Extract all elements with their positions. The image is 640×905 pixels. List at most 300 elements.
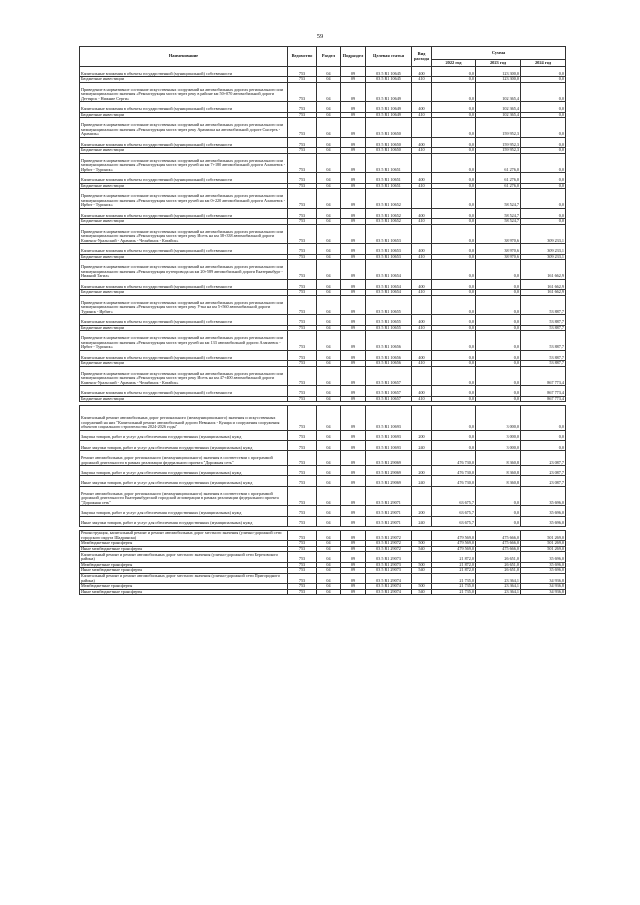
- cell-razdel: 04: [317, 183, 341, 189]
- cell-2022: 0,0: [432, 315, 476, 325]
- cell-2022: 0,0: [432, 244, 476, 254]
- cell-2024: 35 696,0: [521, 552, 566, 562]
- cell-2024: 34 936,8: [521, 573, 566, 583]
- cell-2023: 0,0: [476, 260, 521, 280]
- cell-razdel: 04: [317, 244, 341, 254]
- table-row: [80, 82, 566, 102]
- cell-csr: 03 5 R1 10649: [366, 82, 412, 102]
- cell-2023: 8 360,8: [476, 451, 521, 466]
- cell-name: Бюджетные инвестиции: [80, 183, 288, 189]
- cell-2023: 3 000,0: [476, 430, 521, 440]
- cell-csr: 03 5 R1 10653: [366, 244, 412, 254]
- cell-2023: 0,0: [476, 350, 521, 360]
- cell-name: Приведение в нормативное состояние искусственных сооружений на автомобильных дорогах регионального или межмуниципального значения «Реконструкция моста через реку Исеть на км 47+400 автомобильной дороги Каменск-Уральский - Арамиль - Челябинск - Катайск»: [80, 366, 288, 386]
- cell-2022: 21 735,0: [432, 584, 476, 590]
- cell-name: Капитальные вложения в объекты государственной (муниципальной) собственности: [80, 244, 288, 254]
- cell-csr: 03 5 R1 10655: [366, 325, 412, 331]
- cell-csr: 03 5 R1 10652: [366, 189, 412, 209]
- cell-2023: 0,0: [476, 386, 521, 396]
- cell-ved: 753: [288, 102, 317, 112]
- cell-name: Бюджетные инвестиции: [80, 219, 288, 225]
- cell-2024: 0,0: [521, 153, 566, 173]
- cell-2024: 23 087,7: [521, 476, 566, 486]
- cell-vr: [412, 118, 432, 138]
- cell-vr: 410: [412, 112, 432, 118]
- cell-csr: 03 5 R1 29069: [366, 451, 412, 466]
- cell-razdel: 04: [317, 148, 341, 154]
- cell-ved: 753: [288, 506, 317, 516]
- cell-2022: 0,0: [432, 386, 476, 396]
- cell-csr: 03 5 R1 10655: [366, 315, 412, 325]
- cell-2022: 0,0: [432, 118, 476, 138]
- cell-podrazdel: 09: [341, 562, 366, 568]
- cell-csr: 03 5 R1 29071: [366, 486, 412, 506]
- cell-2024: 53 887,7: [521, 361, 566, 367]
- cell-razdel: 04: [317, 350, 341, 360]
- table-row: [80, 486, 566, 506]
- cell-csr: 03 5 R1 29073: [366, 568, 412, 574]
- cell-vr: 400: [412, 67, 432, 77]
- cell-2022: 0,0: [432, 396, 476, 402]
- cell-2024: 0,0: [521, 183, 566, 189]
- cell-2023: 0,0: [476, 516, 521, 526]
- cell-razdel: 04: [317, 173, 341, 183]
- budget-table: [79, 46, 566, 595]
- cell-2024: 0,0: [521, 118, 566, 138]
- table-row: [80, 476, 566, 486]
- cell-2023: 0,0: [476, 325, 521, 331]
- cell-razdel: 04: [317, 315, 341, 325]
- cell-podrazdel: 09: [341, 366, 366, 386]
- cell-razdel: 04: [317, 506, 341, 516]
- table-row: [80, 137, 566, 147]
- cell-2023: 0,0: [476, 396, 521, 402]
- cell-2023: 38 970,6: [476, 224, 521, 244]
- cell-2022: 0,0: [432, 260, 476, 280]
- cell-podrazdel: 09: [341, 254, 366, 260]
- cell-vr: [412, 530, 432, 540]
- cell-name: Бюджетные инвестиции: [80, 325, 288, 331]
- cell-name: Капитальные вложения в объекты государственной (муниципальной) собственности: [80, 279, 288, 289]
- cell-razdel: 04: [317, 546, 341, 552]
- cell-2023: 8 360,8: [476, 466, 521, 476]
- cell-csr: 03 5 R1 10657: [366, 386, 412, 396]
- cell-podrazdel: 09: [341, 224, 366, 244]
- cell-podrazdel: 09: [341, 219, 366, 225]
- cell-2023: 0,0: [476, 315, 521, 325]
- cell-2022: 476 730,0: [432, 466, 476, 476]
- cell-vr: 400: [412, 102, 432, 112]
- cell-podrazdel: 09: [341, 573, 366, 583]
- cell-vr: [412, 189, 432, 209]
- cell-2023: 26 651,0: [476, 562, 521, 568]
- cell-name: Закупка товаров, работ и услуг для обеспечения государственных (муниципальных) нужд: [80, 466, 288, 476]
- cell-2024: 0,0: [521, 67, 566, 77]
- cell-2022: 0,0: [432, 224, 476, 244]
- cell-2022: 0,0: [432, 290, 476, 296]
- cell-vr: 410: [412, 219, 432, 225]
- cell-2024: 0,0: [521, 112, 566, 118]
- cell-2022: 0,0: [432, 153, 476, 173]
- cell-vr: [412, 552, 432, 562]
- table-row: [80, 67, 566, 77]
- cell-name: Капитальный ремонт и ремонт автомобильных дорог местного значения (улично-дорожной сети Березовского района): [80, 552, 288, 562]
- cell-2022: 0,0: [432, 295, 476, 315]
- cell-razdel: 04: [317, 430, 341, 440]
- table-row: [80, 350, 566, 360]
- table-row: [80, 366, 566, 386]
- cell-podrazdel: 09: [341, 516, 366, 526]
- cell-ved: 753: [288, 451, 317, 466]
- cell-csr: 03 5 R1 10645: [366, 77, 412, 83]
- cell-ved: 753: [288, 589, 317, 595]
- header-podrazdel: Подраздел: [341, 47, 366, 67]
- cell-2022: 0,0: [432, 279, 476, 289]
- cell-razdel: 04: [317, 67, 341, 77]
- cell-vr: 400: [412, 350, 432, 360]
- cell-podrazdel: 09: [341, 118, 366, 138]
- cell-vr: 400: [412, 208, 432, 218]
- cell-2023: 58 524,7: [476, 189, 521, 209]
- cell-2024: 0,0: [521, 77, 566, 83]
- cell-ved: 753: [288, 568, 317, 574]
- cell-csr: 03 5 R1 10653: [366, 224, 412, 244]
- cell-2023: 3 000,0: [476, 440, 521, 450]
- table-row: [80, 440, 566, 450]
- cell-vr: 540: [412, 589, 432, 595]
- cell-2024: 0,0: [521, 406, 566, 430]
- cell-2023: 61 276,0: [476, 173, 521, 183]
- cell-ved: 753: [288, 406, 317, 430]
- table-row: [80, 386, 566, 396]
- cell-2022: 0,0: [432, 112, 476, 118]
- cell-name: Межбюджетные трансферты: [80, 541, 288, 547]
- cell-ved: 753: [288, 67, 317, 77]
- cell-name: Бюджетные инвестиции: [80, 112, 288, 118]
- cell-2024: 35 696,0: [521, 486, 566, 506]
- cell-razdel: 04: [317, 295, 341, 315]
- cell-name: Приведение в нормативное состояние искусственных сооружений на автомобильных дорогах регионального или межмуниципального значения «Реконструкция моста через ручей на км 7+180 автомобильной дороги Алапаевск - Ирбит - Туринск»: [80, 153, 288, 173]
- cell-csr: 03 5 R1 10693: [366, 430, 412, 440]
- cell-2024: 35 696,0: [521, 568, 566, 574]
- cell-2023: 159 952,3: [476, 148, 521, 154]
- cell-2023: 23 364,1: [476, 589, 521, 595]
- cell-vr: 240: [412, 476, 432, 486]
- table-row: [80, 279, 566, 289]
- cell-2022: 0,0: [432, 430, 476, 440]
- cell-podrazdel: 09: [341, 260, 366, 280]
- cell-2022: 21 872,0: [432, 552, 476, 562]
- cell-name: Закупка товаров, работ и услуг для обеспечения государственных (муниципальных) нужд: [80, 506, 288, 516]
- cell-podrazdel: 09: [341, 396, 366, 402]
- cell-razdel: 04: [317, 102, 341, 112]
- cell-2023: 61 276,0: [476, 153, 521, 173]
- cell-csr: 03 5 R1 29072: [366, 546, 412, 552]
- cell-2024: 53 887,7: [521, 295, 566, 315]
- cell-vr: 400: [412, 386, 432, 396]
- cell-razdel: 04: [317, 77, 341, 83]
- cell-vr: [412, 406, 432, 430]
- cell-2023: 0,0: [476, 366, 521, 386]
- cell-2022: 476 730,0: [432, 476, 476, 486]
- cell-razdel: 04: [317, 82, 341, 102]
- cell-vr: [412, 224, 432, 244]
- cell-vr: [412, 331, 432, 351]
- cell-csr: 03 5 R1 29074: [366, 589, 412, 595]
- cell-ved: 753: [288, 254, 317, 260]
- table-row: [80, 451, 566, 466]
- cell-2023: 58 524,7: [476, 219, 521, 225]
- cell-ved: 753: [288, 325, 317, 331]
- table-row: [80, 589, 566, 595]
- cell-podrazdel: 09: [341, 112, 366, 118]
- cell-ved: 753: [288, 366, 317, 386]
- cell-csr: 03 5 R1 29072: [366, 541, 412, 547]
- cell-2024: 35 696,0: [521, 506, 566, 516]
- cell-2022: 0,0: [432, 254, 476, 260]
- cell-name: Межбюджетные трансферты: [80, 562, 288, 568]
- cell-podrazdel: 09: [341, 82, 366, 102]
- cell-2022: 21 872,0: [432, 568, 476, 574]
- cell-podrazdel: 09: [341, 568, 366, 574]
- cell-vr: 410: [412, 148, 432, 154]
- cell-2023: 8 360,8: [476, 476, 521, 486]
- cell-2024: 34 936,8: [521, 584, 566, 590]
- cell-name: Приведение в нормативное состояние искусственных сооружений на автомобильных дорогах регионального или межмуниципального значения «Реконструкция моста через ручей на км 0+220 автомобильной дороги Алапаевск - Ирбит - Туринск»: [80, 189, 288, 209]
- cell-name: Ремонт автомобильных дорог регионального (межмуниципального) значения в соответствии с программой дорожной деятельности Екатеринбургской городской агломерации в рамках реализации федерального проекта "Дорожная сеть": [80, 486, 288, 506]
- cell-vr: 400: [412, 315, 432, 325]
- cell-2023: 3 000,0: [476, 406, 521, 430]
- cell-name: Бюджетные инвестиции: [80, 254, 288, 260]
- table-row: [80, 102, 566, 112]
- cell-razdel: 04: [317, 451, 341, 466]
- table-row: [80, 552, 566, 562]
- cell-2023: 0,0: [476, 331, 521, 351]
- cell-vr: 410: [412, 396, 432, 402]
- cell-vr: 240: [412, 440, 432, 450]
- cell-ved: 753: [288, 295, 317, 315]
- cell-podrazdel: 09: [341, 406, 366, 430]
- cell-razdel: 04: [317, 584, 341, 590]
- cell-razdel: 04: [317, 118, 341, 138]
- cell-csr: 03 5 R1 29071: [366, 506, 412, 516]
- cell-csr: 03 5 R1 10649: [366, 112, 412, 118]
- cell-2023: 123 300,0: [476, 67, 521, 77]
- cell-name: Капитальные вложения в объекты государственной (муниципальной) собственности: [80, 67, 288, 77]
- cell-vr: 410: [412, 183, 432, 189]
- cell-2023: 38 970,6: [476, 244, 521, 254]
- header-2024: 2024 год: [521, 60, 566, 67]
- cell-razdel: 04: [317, 219, 341, 225]
- cell-2024: 0,0: [521, 440, 566, 450]
- table-row: [80, 516, 566, 526]
- cell-razdel: 04: [317, 486, 341, 506]
- cell-2022: 479 569,0: [432, 530, 476, 540]
- cell-vr: [412, 260, 432, 280]
- cell-ved: 753: [288, 530, 317, 540]
- cell-name: Приведение в нормативное состояние искусственных сооружений на автомобильных дорогах регионального или межмуниципального значения «Реконструкция путепровода на км 20+589 автомобильной дороги Екатеринбург - Нижний Тагил»: [80, 260, 288, 280]
- cell-podrazdel: 09: [341, 173, 366, 183]
- cell-razdel: 04: [317, 254, 341, 260]
- cell-name: Реконструкция, капитальный ремонт и ремонт автомобильных дорог местного значения (улично-дорожной сети городского округа Шадринска): [80, 530, 288, 540]
- cell-2024: 501 269,0: [521, 541, 566, 547]
- cell-name: Бюджетные инвестиции: [80, 290, 288, 296]
- cell-csr: 03 5 R1 29073: [366, 562, 412, 568]
- cell-2024: 0,0: [521, 102, 566, 112]
- cell-vr: 240: [412, 516, 432, 526]
- header-razdel: Раздел: [317, 47, 341, 67]
- cell-name: Капитальные вложения в объекты государственной (муниципальной) собственности: [80, 102, 288, 112]
- cell-name: Бюджетные инвестиции: [80, 396, 288, 402]
- cell-csr: 03 5 R1 29069: [366, 476, 412, 486]
- cell-name: Межбюджетные трансферты: [80, 584, 288, 590]
- cell-name: Капитальные вложения в объекты государственной (муниципальной) собственности: [80, 208, 288, 218]
- table-row: [80, 224, 566, 244]
- cell-name: Капитальные вложения в объекты государственной (муниципальной) собственности: [80, 350, 288, 360]
- cell-ved: 753: [288, 350, 317, 360]
- cell-2022: 21 872,0: [432, 562, 476, 568]
- cell-podrazdel: 09: [341, 189, 366, 209]
- cell-2022: 0,0: [432, 366, 476, 386]
- table-row: [80, 430, 566, 440]
- cell-2024: 23 087,7: [521, 451, 566, 466]
- cell-podrazdel: 09: [341, 386, 366, 396]
- cell-2024: 867 773,4: [521, 366, 566, 386]
- header-2023: 2023 год: [476, 60, 521, 67]
- cell-csr: 03 5 R1 10655: [366, 295, 412, 315]
- cell-name: Бюджетные инвестиции: [80, 361, 288, 367]
- cell-csr: 03 5 R1 29073: [366, 552, 412, 562]
- cell-razdel: 04: [317, 224, 341, 244]
- cell-ved: 753: [288, 440, 317, 450]
- cell-2022: 0,0: [432, 102, 476, 112]
- cell-vr: 400: [412, 137, 432, 147]
- cell-name: Иные закупки товаров, работ и услуг для обеспечения государственных (муниципальных) нужд: [80, 516, 288, 526]
- cell-ved: 753: [288, 153, 317, 173]
- cell-podrazdel: 09: [341, 546, 366, 552]
- table-row: [80, 506, 566, 516]
- cell-podrazdel: 09: [341, 244, 366, 254]
- cell-csr: 03 5 R1 29074: [366, 584, 412, 590]
- cell-2023: 0,0: [476, 295, 521, 315]
- cell-razdel: 04: [317, 589, 341, 595]
- table-row: [80, 331, 566, 351]
- table-row: [80, 295, 566, 315]
- cell-2022: 476 730,0: [432, 451, 476, 466]
- cell-ved: 753: [288, 77, 317, 83]
- cell-name: Иные межбюджетные трансферты: [80, 568, 288, 574]
- cell-podrazdel: 09: [341, 153, 366, 173]
- cell-ved: 753: [288, 224, 317, 244]
- cell-2023: 23 364,1: [476, 584, 521, 590]
- cell-razdel: 04: [317, 153, 341, 173]
- cell-ved: 753: [288, 208, 317, 218]
- cell-2022: 0,0: [432, 148, 476, 154]
- cell-podrazdel: 09: [341, 325, 366, 331]
- cell-2023: 159 952,3: [476, 118, 521, 138]
- cell-csr: 03 5 R1 10654: [366, 290, 412, 296]
- cell-vr: 200: [412, 506, 432, 516]
- cell-2022: 0,0: [432, 82, 476, 102]
- cell-2024: 867 773,4: [521, 396, 566, 402]
- cell-podrazdel: 09: [341, 506, 366, 516]
- cell-podrazdel: 09: [341, 295, 366, 315]
- cell-ved: 753: [288, 466, 317, 476]
- cell-name: Приведение в нормативное состояние искусственных сооружений на автомобильных дорогах регионального или межмуниципального значения «Реконструкция моста через реку Утка на км 5+560 автомобильной дороги Туринск - Ирбит»: [80, 295, 288, 315]
- cell-ved: 753: [288, 244, 317, 254]
- cell-name: Ремонт автомобильных дорог регионального (межмуниципального) значения в соответствии с программой дорожной деятельности в рамках реализации федерального проекта "Дорожная сеть": [80, 451, 288, 466]
- table-row: [80, 406, 566, 430]
- cell-2024: 309 233,1: [521, 244, 566, 254]
- cell-vr: 410: [412, 325, 432, 331]
- cell-ved: 753: [288, 183, 317, 189]
- cell-podrazdel: 09: [341, 315, 366, 325]
- cell-2024: 309 233,1: [521, 224, 566, 244]
- cell-name: Капитальные вложения в объекты государственной (муниципальной) собственности: [80, 137, 288, 147]
- cell-vr: [412, 153, 432, 173]
- cell-ved: 753: [288, 386, 317, 396]
- cell-ved: 753: [288, 331, 317, 351]
- cell-ved: 753: [288, 137, 317, 147]
- cell-razdel: 04: [317, 541, 341, 547]
- cell-csr: 03 5 R1 10650: [366, 118, 412, 138]
- cell-csr: 03 5 R1 10654: [366, 279, 412, 289]
- cell-2022: 21 735,0: [432, 589, 476, 595]
- header-csr: Целевая статья: [366, 47, 412, 67]
- cell-2024: 0,0: [521, 137, 566, 147]
- table-row: [80, 260, 566, 280]
- cell-csr: 03 5 R1 10693: [366, 406, 412, 430]
- cell-2024: 867 773,4: [521, 386, 566, 396]
- cell-csr: 03 5 R1 29071: [366, 516, 412, 526]
- cell-podrazdel: 09: [341, 137, 366, 147]
- cell-csr: 03 5 R1 10651: [366, 173, 412, 183]
- cell-podrazdel: 09: [341, 476, 366, 486]
- page-number: 59: [316, 33, 324, 40]
- table-row: [80, 153, 566, 173]
- table-row: [80, 189, 566, 209]
- cell-vr: [412, 295, 432, 315]
- cell-2022: 0,0: [432, 325, 476, 331]
- cell-2024: 309 233,1: [521, 254, 566, 260]
- cell-2022: 63 675,7: [432, 486, 476, 506]
- cell-podrazdel: 09: [341, 451, 366, 466]
- table-row: [80, 208, 566, 218]
- cell-2024: 53 887,7: [521, 325, 566, 331]
- cell-2023: 475 666,0: [476, 541, 521, 547]
- cell-2023: 0,0: [476, 506, 521, 516]
- cell-razdel: 04: [317, 290, 341, 296]
- cell-name: Закупка товаров, работ и услуг для обеспечения государственных (муниципальных) нужд: [80, 430, 288, 440]
- cell-razdel: 04: [317, 361, 341, 367]
- header-name: Наименование: [80, 47, 288, 67]
- cell-name: Капитальные вложения в объекты государственной (муниципальной) собственности: [80, 173, 288, 183]
- header-summa: Сумма: [432, 47, 566, 60]
- cell-2024: 53 887,7: [521, 350, 566, 360]
- cell-csr: 03 5 R1 29074: [366, 573, 412, 583]
- cell-vr: 400: [412, 173, 432, 183]
- cell-razdel: 04: [317, 440, 341, 450]
- cell-csr: 03 5 R1 10645: [366, 67, 412, 77]
- cell-vr: 540: [412, 546, 432, 552]
- table-row: [80, 244, 566, 254]
- cell-name: Капитальный ремонт автомобильных дорог регионального (межмуниципального) значения и искусственных сооружений на них "Капитальный ремонт автомобильной дороги Невьянск - Кунара и сооружения сооружения объектов социального строительства 2024-2026 годы": [80, 406, 288, 430]
- cell-2024: 161 662,9: [521, 290, 566, 296]
- cell-ved: 753: [288, 118, 317, 138]
- header-ved: Ведомство: [288, 47, 317, 67]
- cell-ved: 753: [288, 260, 317, 280]
- cell-2024: 35 696,0: [521, 516, 566, 526]
